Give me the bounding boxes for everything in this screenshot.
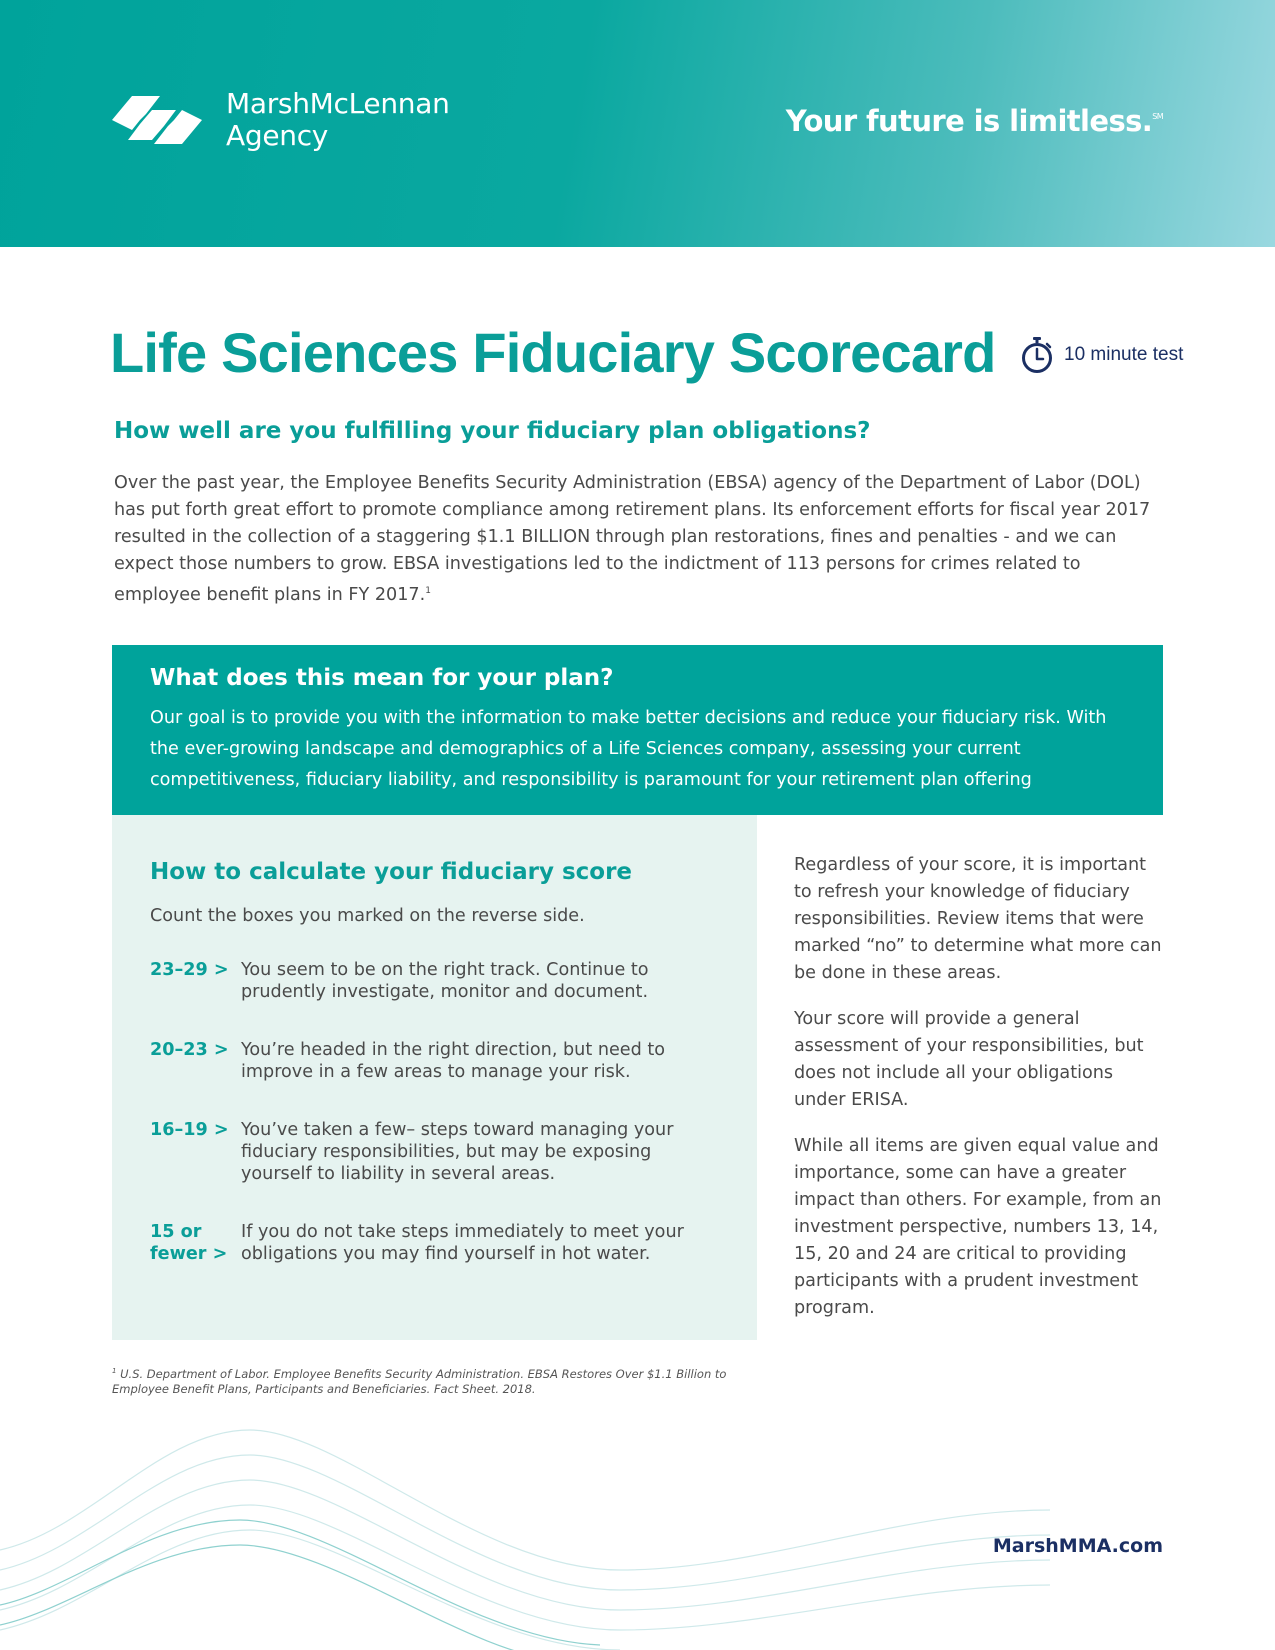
company-logo[interactable]: [110, 88, 450, 152]
intro-paragraph: [114, 470, 1164, 609]
footnote-ref[interactable]: 1: [425, 586, 431, 596]
tagline: [786, 104, 1163, 138]
guidance-paragraph: While all items are given equal value and importance, some can have a greater impact than others. For example, from an investment perspective, numbers 13, 14, 15, 20 and 24 are critical to providing participants with a prudent investment program.: [794, 1136, 1162, 1318]
score-calculation-panel: [112, 815, 757, 1340]
logo-text: [226, 88, 450, 152]
score-range: 23–29 >: [150, 960, 229, 980]
logo-line2: Agency: [226, 119, 329, 152]
intro-text: Over the past year, the Employee Benefits Security Administration (EBSA) agency of the Department of Labor (DOL) has put forth great effort to promote compliance among retirement plans. Its enforcement efforts for fiscal year 2017 resulted in the collection of a staggering $1.1 BILLION through plan restorations, fines and penalties - and we can expect those numbers to grow. EBSA investigations led to the indictment of 113 persons for crimes related to employee benefit plans in FY 2017.: [114, 473, 1151, 605]
decorative-waves: [0, 1400, 1275, 1650]
stopwatch-icon: [1020, 336, 1054, 374]
calc-heading: How to calculate your fiduciary score: [150, 859, 633, 885]
score-description: If you do not take steps immediately to meet your obligations you may find yourself in hot water.: [241, 1222, 684, 1264]
footnote-text: U.S. Department of Labor. Employee Benefits Security Administration. EBSA Restores Over $1.1 Billion to Employee Benefit Plans, Participants and Beneficiaries. Fact Sheet. 2018.: [112, 1366, 727, 1396]
logo-mark-icon: [110, 90, 204, 150]
website-link[interactable]: MarshMMA.com: [992, 1535, 1163, 1557]
guidance-paragraph: Your score will provide a general assessment of your responsibilities, but does not include all your obligations under ERISA.: [794, 1009, 1144, 1110]
plan-meaning-banner: [112, 645, 1163, 815]
footnote-marker: 1: [112, 1367, 117, 1375]
score-description: You seem to be on the right track. Continue to prudently investigate, monitor and document.: [241, 960, 649, 1002]
score-range: 20–23 >: [150, 1040, 229, 1060]
score-range: 16–19 >: [150, 1120, 229, 1140]
score-description: You’ve taken a few– steps toward managing your fiduciary responsibilities, but may be exposing yourself to liability in several areas.: [241, 1120, 674, 1184]
tagline-text: Your future is limitless.: [785, 104, 1153, 138]
header-banner: [0, 0, 1275, 247]
score-guidance-column: [794, 852, 1169, 1341]
footnote: [112, 1364, 752, 1397]
page-title: Life Sciences Fiduciary Scorecard: [110, 321, 996, 384]
timer-badge: [1020, 336, 1183, 374]
score-description: You’re headed in the right direction, but need to improve in a few areas to manage your risk.: [241, 1040, 666, 1082]
banner-text: Our goal is to provide you with the information to make better decisions and reduce your fiduciary risk. With the ever-growing landscape and demographics of a Life Sciences company, assessing your current competitiveness, fiduciary liability, and responsibility is paramount for your retirement plan offering: [150, 708, 1107, 790]
score-range: 15 or fewer >: [150, 1222, 228, 1264]
logo-line1: MarshMcLennan: [226, 87, 450, 120]
section-subheading: How well are you fulfilling your fiduciary plan obligations?: [114, 418, 871, 444]
banner-heading: What does this mean for your plan?: [150, 665, 614, 691]
guidance-paragraph: Regardless of your score, it is important to refresh your knowledge of fiduciary responsibilities. Review items that were marked “no” to determine what more can be done in these areas.: [794, 855, 1162, 983]
service-mark: SM: [1152, 112, 1163, 121]
calc-instruction: Count the boxes you marked on the reverse side.: [150, 906, 585, 926]
timer-label: 10 minute test: [1064, 344, 1184, 365]
